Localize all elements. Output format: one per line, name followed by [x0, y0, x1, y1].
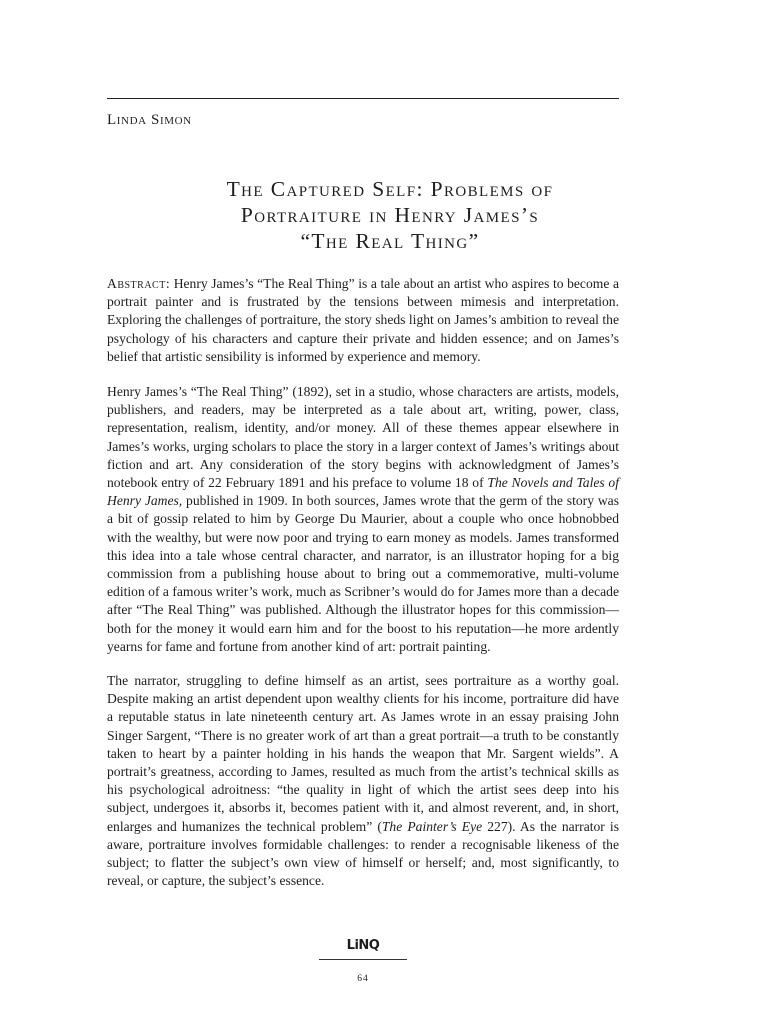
abstract-paragraph	[107, 275, 619, 366]
paragraph-2-text-a: The narrator, struggling to define himself as an artist, sees portraiture as a worthy goal. Despite making an artist dependent upon wealthy clients for his income, portraiture did have a reputable status in late nineteenth century art. As James wrote in an essay praising John Singer Sargent, “There is no greater work of art than a great portrait—a truth to be constantly taken to heart by a painter holding in his hands the weapon that Mr. Sargent wields”. A portrait’s greatness, according to James, resulted as much from the artist’s technical skills as his psychological adroitness: “the quality in light of which the artist sees deep into his subject, undergoes it, absorbs it, becomes patient with it, and almost reverent, and, in short, enlarges and humanizes the technical problem” (	[107, 673, 619, 834]
paragraph-1-book-title: The Novels and Tales of Henry James	[107, 475, 620, 509]
body-paragraph-2	[107, 672, 619, 890]
title-line-2: Portraiture in Henry James’s	[240, 203, 540, 227]
author-name: Linda Simon	[107, 112, 192, 128]
article-title	[107, 176, 673, 254]
body-paragraph-1	[107, 383, 619, 656]
paragraph-2-text-b: 227). As the narrator is aware, portraiture involves formidable challenges: to render a recognisable likeness of the subject; to flatter the subject’s own view of himself or herself; and, most significantly, to reveal, or capture, the subject’s essence.	[107, 818, 619, 889]
footer-rule	[319, 959, 407, 960]
page-number: 64	[357, 974, 369, 984]
paragraph-1-text-a: Henry James’s “The Real Thing” (1892), set in a studio, whose characters are artists, models, publishers, and readers, may be interpreted as a tale about art, writing, power, class, representation, realism, identity, and/or money. All of these themes appear elsewhere in James’s works, urging scholars to place the story in a larger context of James’s writings about fiction and art. Any consideration of the story begins with acknowledgment of James’s notebook entry of 22 February 1891 and his preface to volume 18 of	[107, 384, 619, 491]
paragraph-2-book-title: The Painter’s Eye	[381, 818, 483, 834]
abstract-label: Abstract:	[107, 276, 171, 291]
header-rule	[107, 98, 619, 99]
title-line-1: The Captured Self: Problems of	[226, 177, 554, 201]
abstract-text: Henry James’s “The Real Thing” is a tale about an artist who aspires to become a portrait painter and is frustrated by the tensions between mimesis and interpretation. Exploring the challenges of portraiture, the story sheds light on James’s ambition to reveal the psychology of his characters and capture their private and hidden essence; and on James’s belief that artistic sensibility is informed by experience and memory.	[107, 276, 619, 364]
journal-logo: LiNQ	[346, 938, 380, 953]
paragraph-1-text-b: , published in 1909. In both sources, James wrote that the germ of the story was a bit of gossip related to him by George Du Maurier, about a couple who once hobnobbed with the wealthy, but were now poor and trying to earn money as models. James transformed this idea into a tale whose central character, and narrator, is an illustrator hoping for a big commission from a publishing house about to bring out a commemorative, multi-volume edition of a famous writer’s work, much as Scribner’s would do for James more than a decade after “The Real Thing” was published. Although the illustrator hopes for this commission—both for the money it would earn him and for the boost to his reputation—he more ardently yearns for fame and fortune from another kind of art: portrait painting.	[107, 493, 619, 654]
title-line-3: “The Real Thing”	[300, 229, 480, 253]
